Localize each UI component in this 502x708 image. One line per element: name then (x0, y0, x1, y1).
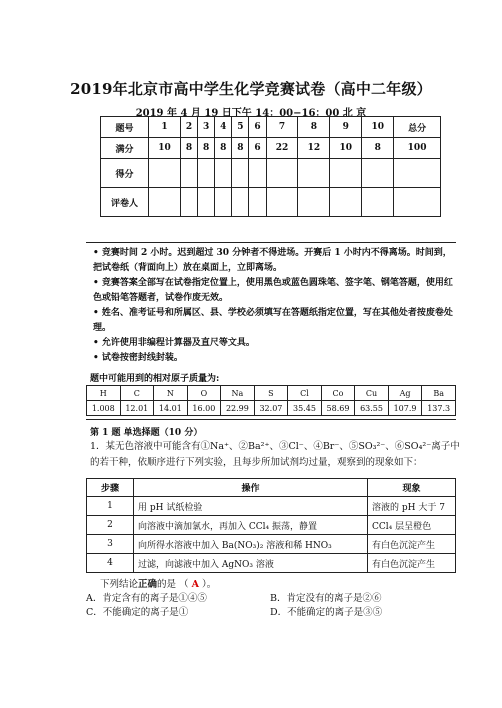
atomic-mass-table (86, 385, 456, 416)
step-number: 3 (87, 535, 134, 554)
score-row-grader (101, 188, 441, 217)
step-operation: 向所得水溶液中加入 Ba(NO₃)₂ 溶液和稀 HNO₃ (134, 535, 368, 554)
score-input-cell (249, 159, 266, 188)
element-symbol: Co (321, 386, 355, 401)
instruction-item: • 竞赛答案全部写在试卷指定位置上，使用黑色或蓝色圆珠笔、签字笔、钢笔答题，使用红色或铅笔答题者，试卷作废无效。 (93, 278, 453, 303)
atomic-mass-value: 63.55 (355, 401, 389, 416)
score-row-label: 评卷人 (101, 188, 149, 217)
score-input-cell (330, 188, 362, 217)
score-cell: 6 (249, 138, 266, 159)
element-symbol: Cl (288, 386, 322, 401)
instruction-item: • 允许使用非编程计算器及直尺等文具。 (93, 338, 255, 348)
score-input-cell (232, 188, 249, 217)
step-number: 4 (87, 554, 134, 573)
score-cell: 1 (149, 117, 181, 138)
atomic-mass-value: 12.01 (120, 401, 154, 416)
score-cell: 100 (394, 138, 441, 159)
score-cell: 8 (180, 138, 197, 159)
atomic-mass-value: 58.69 (321, 401, 355, 416)
score-cell: 2 (180, 117, 197, 138)
divider (86, 419, 456, 420)
score-cell: 8 (362, 138, 394, 159)
score-input-cell (394, 188, 441, 217)
score-input-cell (149, 159, 181, 188)
element-row (87, 386, 456, 401)
element-symbol: H (87, 386, 121, 401)
score-cell: 总分 (394, 117, 441, 138)
score-input-cell (180, 188, 197, 217)
instruction-item: • 竞赛时间 2 小时。迟到超过 30 分钟者不得进场。开赛后 1 小时内不得离场。时间到，把试卷纸（背面向上）放在桌面上，立即离场。 (93, 248, 452, 273)
score-cell: 8 (298, 117, 330, 138)
step-operation: 向溶液中滴加氯水，再加入 CCl₄ 振荡，静置 (134, 516, 368, 535)
atomic-mass-value: 32.07 (254, 401, 288, 416)
question-1-text: 1．某无色溶液中可能含有①Na⁺、②Ba²⁺、③Cl⁻、④Br⁻、⑤SO₃²⁻、⑥SO₄²⁻离子中的若干种，依顺序进行下列实验，且每步所加试剂均过量，观察到的现象如下： (90, 441, 460, 468)
atomic-mass-value: 137.3 (422, 401, 456, 416)
header-step: 步骤 (87, 479, 134, 497)
score-row-full (101, 138, 441, 159)
experiment-row (87, 497, 456, 516)
score-input-cell (362, 188, 394, 217)
element-symbol: N (154, 386, 188, 401)
score-row-number (101, 117, 441, 138)
prompt-close: ）。 (202, 579, 217, 590)
experiment-table (86, 478, 456, 573)
score-input-cell (232, 159, 249, 188)
score-input-cell (215, 159, 232, 188)
header-operation: 操作 (134, 479, 368, 497)
step-observation: 溶液的 pH 大于 7 (368, 497, 456, 516)
prompt-after: 的是 （ (157, 579, 189, 590)
option-b: B．肯定没有的离子是②⑥ (270, 593, 382, 604)
element-symbol: O (187, 386, 221, 401)
atomic-mass-value: 14.01 (154, 401, 188, 416)
score-row-label: 满分 (101, 138, 149, 159)
header-observation: 现象 (368, 479, 456, 497)
section-title: 第 1 题 单选择题（10 分） (90, 428, 203, 438)
step-observation: 有白色沉淀产生 (368, 535, 456, 554)
step-operation: 用 pH 试纸检验 (134, 497, 368, 516)
step-number: 2 (87, 516, 134, 535)
score-cell: 10 (330, 138, 362, 159)
option-d: D．不能确定的离子是③⑤ (270, 607, 383, 618)
prompt-before: 下列结论 (100, 579, 139, 590)
score-input-cell (394, 159, 441, 188)
score-cell: 3 (198, 117, 215, 138)
step-observation: CCl₄ 层呈橙色 (368, 516, 456, 535)
instruction-item: • 试卷按密封线封装。 (93, 353, 183, 363)
score-input-cell (298, 159, 330, 188)
divider (86, 242, 456, 243)
step-observation: 有白色沉淀产生 (368, 554, 456, 573)
score-cell: 10 (149, 138, 181, 159)
question-prompt (100, 576, 216, 590)
score-cell: 5 (232, 117, 249, 138)
score-input-cell (266, 188, 298, 217)
atomic-mass-value: 16.00 (187, 401, 221, 416)
prompt-emphasis: 正确 (138, 579, 158, 590)
step-number: 1 (87, 497, 134, 516)
score-cell: 6 (249, 117, 266, 138)
element-symbol: S (254, 386, 288, 401)
score-cell: 4 (215, 117, 232, 138)
score-row-label: 得分 (101, 159, 149, 188)
element-symbol: Na (221, 386, 255, 401)
score-input-cell (149, 188, 181, 217)
score-row-label: 题号 (101, 117, 149, 138)
experiment-row (87, 554, 456, 573)
score-cell: 8 (215, 138, 232, 159)
score-cell: 9 (330, 117, 362, 138)
score-row-earned (101, 159, 441, 188)
score-input-cell (362, 159, 394, 188)
score-input-cell (198, 188, 215, 217)
experiment-header-row (87, 479, 456, 497)
option-a: A．肯定含有的离子是①④⑤ (86, 593, 207, 604)
score-input-cell (298, 188, 330, 217)
exam-instructions (93, 246, 455, 366)
atomic-mass-value: 1.008 (87, 401, 121, 416)
score-cell: 8 (198, 138, 215, 159)
experiment-row (87, 535, 456, 554)
element-symbol: Cu (355, 386, 389, 401)
score-input-cell (198, 159, 215, 188)
score-cell: 12 (298, 138, 330, 159)
step-operation: 过滤，向滤液中加入 AgNO₃ 溶液 (134, 554, 368, 573)
score-input-cell (249, 188, 266, 217)
instruction-item: • 姓名、准考证号和所属区、县、学校必须填写在答题纸指定位置，写在其他处者按废卷处理。 (93, 308, 453, 333)
score-cell: 8 (232, 138, 249, 159)
atomic-mass-value: 107.9 (388, 401, 422, 416)
atomic-mass-value: 35.45 (288, 401, 322, 416)
score-input-cell (215, 188, 232, 217)
element-symbol: Ag (388, 386, 422, 401)
score-input-cell (330, 159, 362, 188)
exam-datetime: 2019 年 4 月 19 日下午 14：00−16：00 北 京 (135, 108, 367, 119)
score-input-cell (180, 159, 197, 188)
score-cell: 7 (266, 117, 298, 138)
element-symbol: C (120, 386, 154, 401)
atomic-mass-value: 22.99 (221, 401, 255, 416)
experiment-row (87, 516, 456, 535)
score-cell: 22 (266, 138, 298, 159)
score-cell: 10 (362, 117, 394, 138)
exam-title: 2019年北京市高中学生化学竞赛试卷（高中二年级） (70, 80, 432, 98)
score-input-cell (266, 159, 298, 188)
answer-mark: A (191, 579, 199, 590)
mass-row (87, 401, 456, 416)
element-symbol: Ba (422, 386, 456, 401)
atomic-mass-heading: 题中可能用到的相对原子质量为: (90, 374, 220, 384)
option-c: C．不能确定的离子是① (86, 607, 189, 618)
score-table (100, 116, 441, 217)
